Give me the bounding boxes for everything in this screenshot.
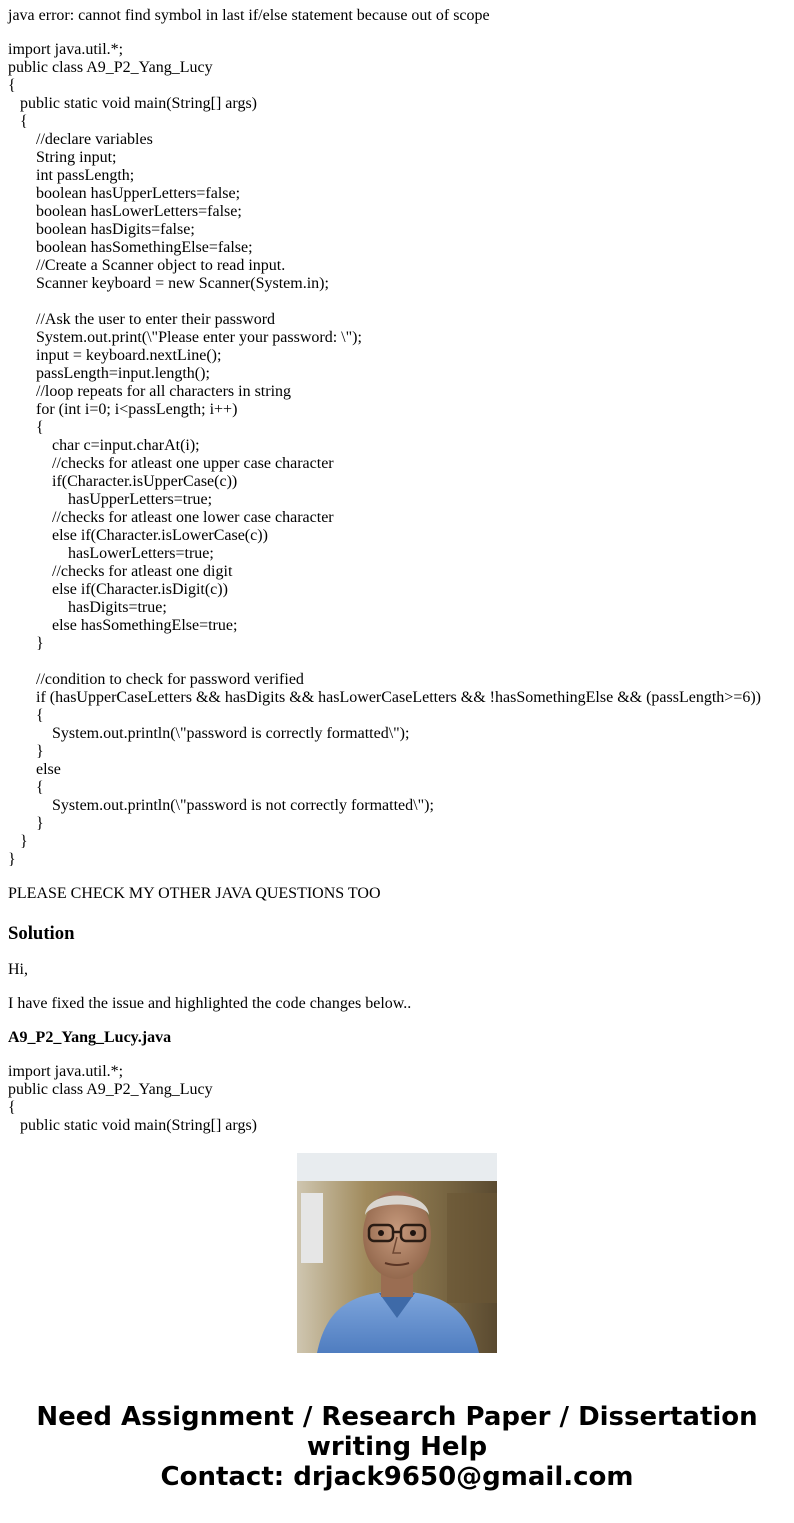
code-line: //checks for atleast one upper case character (8, 455, 334, 472)
code-line: hasDigits=true; (8, 599, 167, 616)
solution-file-name: A9_P2_Yang_Lucy.java (8, 1029, 172, 1046)
code-line: public static void main(String[] args) (8, 95, 257, 112)
solution-greeting: Hi, (8, 961, 28, 978)
code-line: boolean hasUpperLetters=false; (8, 185, 241, 202)
code-line: } (8, 743, 44, 760)
promo-line-3: Contact: drjack9650@gmail.com (160, 1462, 634, 1492)
code-line: import java.util.*; (8, 41, 124, 58)
code-line: } (8, 635, 44, 652)
code-line: //Ask the user to enter their password (8, 311, 276, 328)
code-line: //declare variables (8, 131, 153, 148)
solution-intro: I have fixed the issue and highlighted the code changes below.. (8, 995, 412, 1012)
code-line: } (8, 815, 44, 832)
solution-code-block (8, 1063, 794, 1135)
code-line: public static void main(String[] args) (8, 1117, 257, 1134)
code-line: public class A9_P2_Yang_Lucy (8, 59, 213, 76)
code-line: if (hasUpperCaseLetters && hasDigits && hasLowerCaseLetters && !hasSomethingElse && (passLength>=6)) (8, 689, 761, 706)
promo-banner (0, 1402, 794, 1492)
code-line: int passLength; (8, 167, 135, 184)
question-title: java error: cannot find symbol in last if/else statement because out of scope (8, 7, 490, 24)
code-line: hasUpperLetters=true; (8, 491, 213, 508)
code-line: { (8, 779, 44, 796)
code-line: } (8, 833, 28, 850)
code-line: passLength=input.length(); (8, 365, 210, 382)
author-photo (297, 1153, 497, 1353)
question-code-block (8, 41, 794, 869)
code-line: for (int i=0; i<passLength; i++) (8, 401, 238, 418)
code-line: boolean hasSomethingElse=false; (8, 239, 253, 256)
code-line: public class A9_P2_Yang_Lucy (8, 1081, 213, 1098)
code-line: { (8, 77, 16, 94)
document-body (8, 0, 794, 1134)
code-line: else (8, 761, 61, 778)
code-line: String input; (8, 149, 117, 166)
code-blank-line (8, 293, 794, 311)
code-line: { (8, 1099, 16, 1116)
code-line: boolean hasDigits=false; (8, 221, 195, 238)
code-line: input = keyboard.nextLine(); (8, 347, 222, 364)
solution-heading: Solution (8, 923, 75, 944)
code-line: //Create a Scanner object to read input. (8, 257, 286, 274)
question-note: PLEASE CHECK MY OTHER JAVA QUESTIONS TOO (8, 885, 381, 902)
code-line: //loop repeats for all characters in string (8, 383, 292, 400)
code-line: System.out.println(\"password is correctly formatted\"); (8, 725, 410, 742)
code-line: { (8, 419, 44, 436)
code-line: import java.util.*; (8, 1063, 124, 1080)
code-line: System.out.println(\"password is not correctly formatted\"); (8, 797, 434, 814)
code-line: else if(Character.isDigit(c)) (8, 581, 228, 598)
code-line: if(Character.isUpperCase(c)) (8, 473, 238, 490)
author-avatar (297, 1153, 497, 1353)
code-line: char c=input.charAt(i); (8, 437, 200, 454)
code-line: { (8, 113, 28, 130)
code-blank-line (8, 653, 794, 671)
code-line: { (8, 707, 44, 724)
code-line: //checks for atleast one digit (8, 563, 233, 580)
code-line: hasLowerLetters=true; (8, 545, 214, 562)
code-line: boolean hasLowerLetters=false; (8, 203, 242, 220)
promo-line-1: Need Assignment / Research Paper / Dissertation (36, 1402, 758, 1432)
code-line: Scanner keyboard = new Scanner(System.in); (8, 275, 329, 292)
code-line: System.out.print(\"Please enter your password: \"); (8, 329, 362, 346)
code-line: else if(Character.isLowerCase(c)) (8, 527, 268, 544)
promo-line-2: writing Help (306, 1432, 488, 1462)
code-line: } (8, 851, 16, 868)
code-line: //condition to check for password verified (8, 671, 304, 688)
code-line: //checks for atleast one lower case character (8, 509, 334, 526)
code-line: else hasSomethingElse=true; (8, 617, 238, 634)
